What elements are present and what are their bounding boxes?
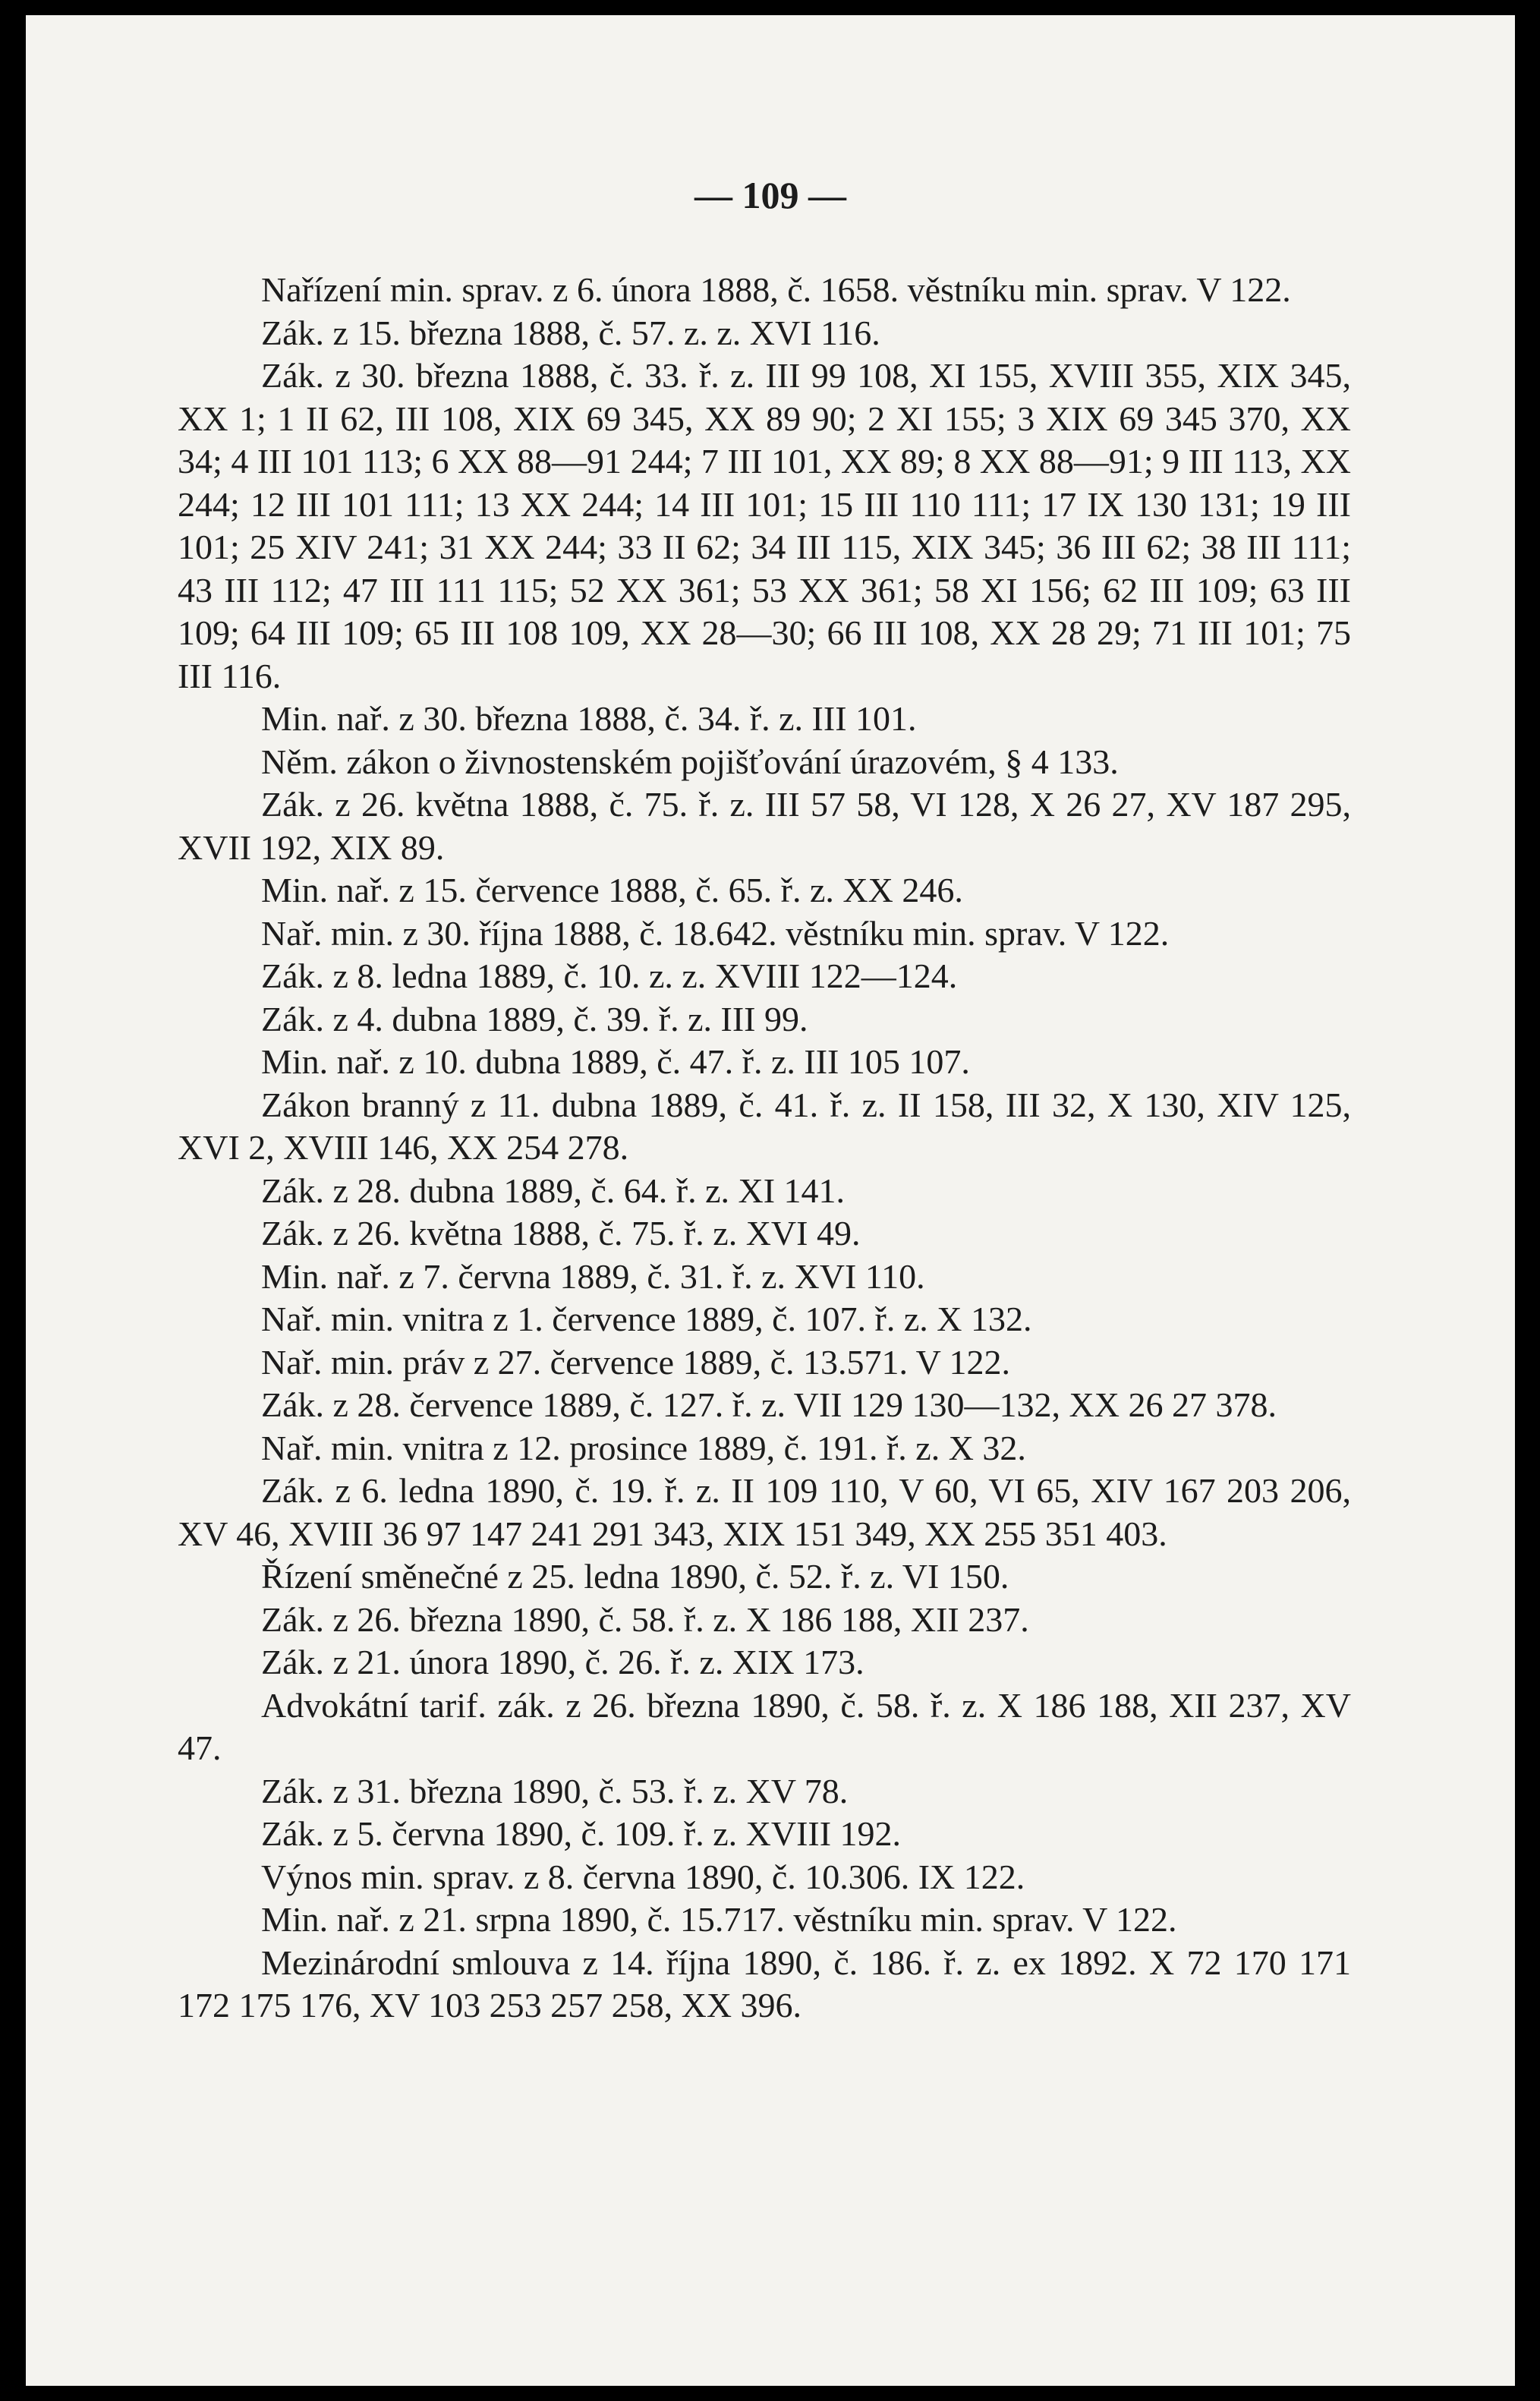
index-entries xyxy=(178,269,1351,2028)
index-entry: Řízení směnečné z 25. ledna 1890, č. 52. ř. z. VI 150. xyxy=(261,1557,1009,1596)
index-entry: Nař. min. vnitra z 12. prosince 1889, č. 191. ř. z. X 32. xyxy=(261,1428,1026,1467)
index-entry: Výnos min. sprav. z 8. června 1890, č. 10.306. IX 122. xyxy=(261,1857,1025,1896)
index-entry: Zák. z 28. dubna 1889, č. 64. ř. z. XI 141. xyxy=(261,1171,846,1210)
book-page xyxy=(26,15,1515,2386)
index-entry: Zák. z 26. března 1890, č. 58. ř. z. X 186 188, XII 237. xyxy=(261,1599,1029,1639)
index-entry: Zák. z 21. února 1890, č. 26. ř. z. XIX 173. xyxy=(261,1643,864,1681)
index-entry: Zák. z 5. června 1890, č. 109. ř. z. XVIII 192. xyxy=(261,1814,902,1853)
index-entry: Zákon branný z 11. dubna 1889, č. 41. ř. z. II 158, III 32, X 130, XIV 125, XVI 2, XVIII 146, XX 254 278. xyxy=(178,1085,1351,1167)
index-entry: Zák. z 30. března 1888, č. 33. ř. z. III 99 108, XI 155, XVIII 355, XIX 345, XX 1; 1 II 62, III 108, XIX 69 345, XX 89 90; 2 XI 155; 3 XIX 69 345 370, XX 34; 4 III 101 113; 6 XX 88—91 244; 7 III 101, XX 89; 8 XX 88—91; 9 III 113, XX 244; 12 III 101 111; 13 XX 244; 14 III 101; 15 III 110 111; 17 IX 130 131; 19 III 101; 25 XIV 241; 31 XX 244; 33 II 62; 34 III 115, XIX 345; 36 III 62; 38 III 111; 43 III 112; 47 III 111 115; 52 XX 361; 53 XX 361; 58 XI 156; 62 III 109; 63 III 109; 64 III 109; 65 III 108 109, XX 28—30; 66 III 108, XX 28 29; 71 III 101; 75 III 116. xyxy=(178,356,1351,695)
index-entry: Mezinárodní smlouva z 14. října 1890, č. 186. ř. z. ex 1892. X 72 170 171 172 175 176, XV 103 253 257 258, XX 396. xyxy=(178,1943,1351,2024)
page-number: — 109 — xyxy=(694,174,846,216)
index-entry: Zák. z 8. ledna 1889, č. 10. z. z. XVIII 122—124. xyxy=(261,956,958,995)
index-entry: Zák. z 26. května 1888, č. 75. ř. z. III 57 58, VI 128, X 26 27, XV 187 295, XVII 192, XIX 89. xyxy=(178,785,1351,867)
index-entry: Nařízení min. sprav. z 6. února 1888, č. 1658. věstníku min. sprav. V 122. xyxy=(261,270,1291,309)
index-entry: Min. nař. z 15. července 1888, č. 65. ř. z. XX 246. xyxy=(261,871,963,909)
index-entry: Zák. z 28. července 1889, č. 127. ř. z. VII 129 130—132, XX 26 27 378. xyxy=(261,1385,1277,1424)
index-entry: Zák. z 31. března 1890, č. 53. ř. z. XV 78. xyxy=(261,1771,849,1810)
index-entry: Nař. min. z 30. října 1888, č. 18.642. věstníku min. sprav. V 122. xyxy=(261,913,1170,953)
index-entry: Min. nař. z 7. června 1889, č. 31. ř. z. XVI 110. xyxy=(261,1256,925,1296)
index-entry: Zák. z 6. ledna 1890, č. 19. ř. z. II 109 110, V 60, VI 65, XIV 167 203 206, XV 46, XVIII 36 97 147 241 291 343, XIX 151 349, XX 255 351 403. xyxy=(178,1471,1351,1553)
index-entry: Zák. z 15. března 1888, č. 57. z. z. XVI 116. xyxy=(261,313,880,352)
index-entry: Zák. z 26. května 1888, č. 75. ř. z. XVI 49. xyxy=(261,1214,861,1252)
index-entry: Advokátní tarif. zák. z 26. března 1890, č. 58. ř. z. X 186 188, XII 237, XV 47. xyxy=(178,1685,1351,1767)
index-entry: Nař. min. práv z 27. července 1889, č. 13.571. V 122. xyxy=(261,1342,1011,1382)
index-entry: Nař. min. vnitra z 1. července 1889, č. 107. ř. z. X 132. xyxy=(261,1300,1032,1338)
index-entry: Něm. zákon o živnostenském pojišťování úrazovém, § 4 133. xyxy=(261,742,1119,781)
index-entry: Min. nař. z 10. dubna 1889, č. 47. ř. z. III 105 107. xyxy=(261,1042,970,1081)
index-entry: Zák. z 4. dubna 1889, č. 39. ř. z. III 99. xyxy=(261,999,808,1038)
index-entry: Min. nař. z 30. března 1888, č. 34. ř. z. III 101. xyxy=(261,699,917,738)
index-entry: Min. nař. z 21. srpna 1890, č. 15.717. věstníku min. sprav. V 122. xyxy=(261,1900,1177,1939)
